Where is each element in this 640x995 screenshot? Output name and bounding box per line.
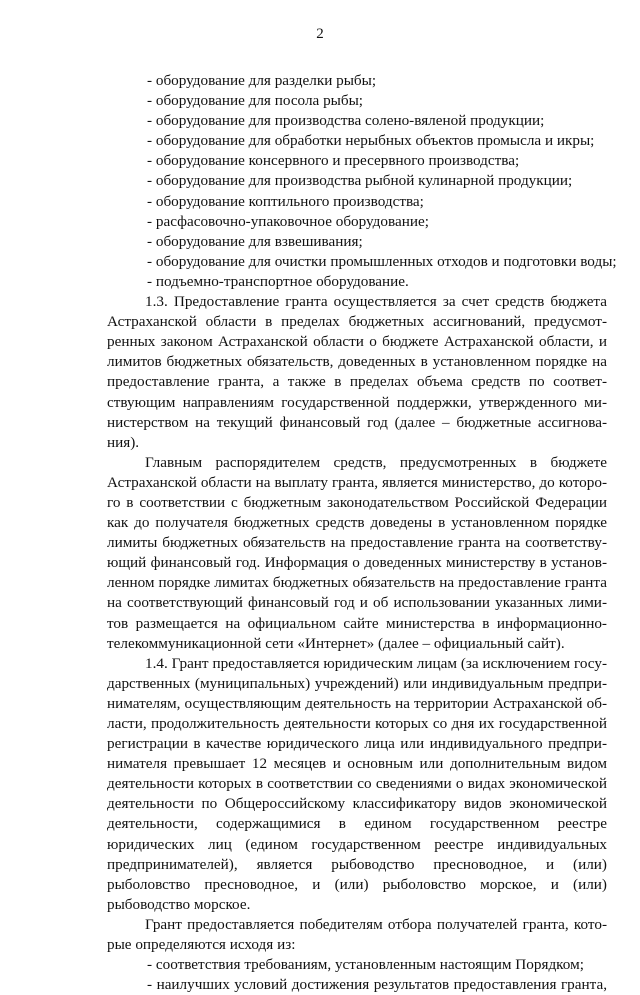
list-item: - оборудование для производства рыбной кулинарной продукции; (147, 172, 573, 190)
list-item: - оборудование для очистки промышленных отходов и подготовки воды; (147, 252, 617, 270)
list-item: - оборудование для обработки нерыбных объектов промысла и икры; (147, 132, 595, 150)
equipment-list (107, 71, 617, 292)
page-number: 2 (316, 26, 324, 42)
list-item: - оборудование для взвешивания; (147, 232, 363, 250)
list-item: - оборудование для производства солено-вяленой продукции; (147, 112, 545, 130)
list-item: - оборудование коптильного производства; (147, 192, 424, 210)
list-item: - оборудование консервного и пресервного производства; (147, 152, 520, 170)
paragraph-1-4: 1.4. Грант предоставляется юридическим лицам (за исключением государственных (муниципальных) учреждений) или индивидуальным предпринимателям, осуществляющим деятельность на территории Астраханской области, продолжительность деятельности которых со дня их государственной регистрации в качестве юридического лица или индивидуального предпринимателя превышает 12 месяцев и основным или дополнительным видом деятельности которых в соответствии со сведениями о видах экономической деятельности по Общероссийскому классификатору видов экономической деятельности, содержащимися в едином государственном реестре юридических лиц (едином государственном реестре индивидуальных предпринимателей), является рыбоводство пресноводное, и (или) рыболовство пресноводное, и (или) рыболовство морское, и (или) рыбоводство морское. (107, 654, 607, 913)
list-item: - соответствия требованиям, установленным настоящим Порядком; (147, 956, 584, 974)
list-item: - оборудование для посола рыбы; (147, 92, 364, 110)
list-item: - расфасовочно-упаковочное оборудование; (147, 212, 429, 230)
list-item: - подъемно-транспортное оборудование. (147, 272, 409, 290)
document-body (107, 71, 617, 995)
paragraph-1-3: 1.3. Предоставление гранта осуществляется за счет средств бюджета Астраханской области в пределах бюджетных ассигнований, предусмотренных законом Астраханской области о бюджете Астраханской области, и лимитов бюджетных обязательств, доведенных в установленном порядке на предоставление гранта, а также в пределах объема средств по соответствующим направлениям государственной поддержки, утвержденного министерством на текущий финансовый год (далее – бюджетные ассигнования). (107, 293, 607, 451)
list-item: - наилучших условий достижения результатов предоставления гранта, (147, 976, 607, 994)
paragraph-main-manager: Главным распорядителем средств, предусмотренных в бюджете Астраханской области на выплату гранта, является министерство, до которого в соответствии с бюджетным законодательством Российской Федерации как до получателя бюджетных средств доведены в установленном порядке лимиты бюджетных обязательств на предоставление гранта на соответствующий финансовый год. Информация о доведенных министерству в установленном порядке лимитах бюджетных обязательств на предоставление гранта на соответствующий финансовый год и об использовании указанных лимитов размещается на официальном сайте министерства в информационно-телекоммуникационной сети «Интернет» (далее – официальный сайт). (107, 453, 607, 652)
paragraph-grant-winners: Грант предоставляется победителям отбора получателей гранта, которые определяются исходя из: (107, 915, 607, 954)
list-item: - оборудование для разделки рыбы; (147, 72, 377, 89)
criteria-list (107, 955, 607, 995)
